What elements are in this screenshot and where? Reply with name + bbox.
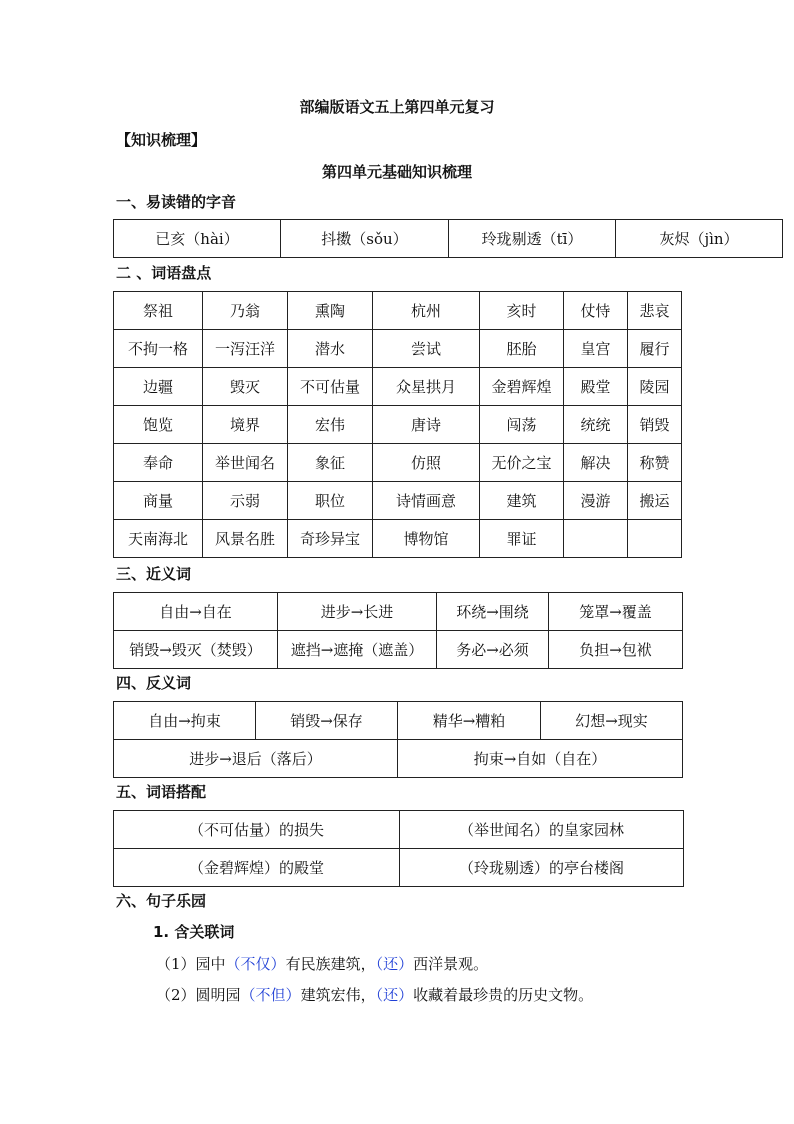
sentence-1: [156, 953, 488, 974]
vocab-cell: 熏陶: [288, 292, 373, 330]
vocab-cell: 不可估量: [288, 368, 373, 406]
synonym-cell: 进步→长进: [278, 593, 437, 631]
pronunciation-cell: 灰烬（jìn）: [616, 220, 783, 258]
vocab-cell: 亥时: [480, 292, 564, 330]
vocab-cell: 祭祖: [114, 292, 203, 330]
antonym-cell: 幻想→现实: [541, 702, 683, 740]
synonym-cell: 负担→包袱: [549, 631, 683, 669]
vocab-cell: 尝试: [373, 330, 480, 368]
vocab-cell: 职位: [288, 482, 373, 520]
antonym-table: [113, 701, 683, 778]
page-title: 部编版语文五上第四单元复习: [299, 98, 495, 116]
vocab-cell: 毁灭: [203, 368, 288, 406]
pronunciation-cell: 抖擞（sǒu）: [281, 220, 449, 258]
antonym-cell: 拘束→自如（自在）: [398, 740, 683, 778]
vocab-cell: 闯荡: [480, 406, 564, 444]
vocab-cell: 金碧辉煌: [480, 368, 564, 406]
vocab-cell: 天南海北: [114, 520, 203, 558]
page-subtitle: 第四单元基础知识梳理: [321, 163, 472, 181]
vocab-cell: [564, 520, 628, 558]
vocab-cell: 销毁: [628, 406, 682, 444]
sentence-text: （1）园中: [156, 955, 226, 973]
synonym-cell: 笼罩→覆盖: [549, 593, 683, 631]
vocab-cell: 殿堂: [564, 368, 628, 406]
answer-blank: （不但）: [240, 986, 301, 1004]
sentence-text: 建筑宏伟，: [300, 986, 376, 1004]
pronunciation-cell: 玲珑剔透（tī）: [449, 220, 616, 258]
subsection-conjunctions: 1. 含关联词: [153, 923, 235, 941]
sentence-text: 西洋景观。: [413, 955, 489, 973]
vocab-cell: 风景名胜: [203, 520, 288, 558]
antonym-cell: 进步→退后（落后）: [114, 740, 398, 778]
vocab-cell: 商量: [114, 482, 203, 520]
vocab-cell: 履行: [628, 330, 682, 368]
synonym-cell: 务必→必须: [437, 631, 549, 669]
vocab-cell: 搬运: [628, 482, 682, 520]
synonym-cell: 环绕→围绕: [437, 593, 549, 631]
section-3-heading: 三、近义词: [116, 565, 192, 583]
vocab-cell: [628, 520, 682, 558]
vocab-cell: 境界: [203, 406, 288, 444]
vocab-cell: 唐诗: [373, 406, 480, 444]
section-2-heading: 二 、词语盘点: [116, 264, 212, 282]
synonym-cell: 自由→自在: [114, 593, 278, 631]
collocation-cell: （不可估量）的损失: [114, 811, 400, 849]
collocation-cell: （举世闻名）的皇家园林: [400, 811, 684, 849]
section-6-heading: 六、句子乐园: [116, 892, 207, 910]
synonym-cell: 遮挡→遮掩（遮盖）: [278, 631, 437, 669]
vocab-cell: 潜水: [288, 330, 373, 368]
synonym-cell: 销毁→毁灭（焚毁）: [114, 631, 278, 669]
vocab-cell: 博物馆: [373, 520, 480, 558]
vocab-cell: 奇珍异宝: [288, 520, 373, 558]
vocab-cell: 饱览: [114, 406, 203, 444]
collocation-cell: （玲珑剔透）的亭台楼阁: [400, 849, 684, 887]
vocab-cell: 建筑: [480, 482, 564, 520]
collocation-cell: （金碧辉煌）的殿堂: [114, 849, 400, 887]
sentence-text: 有民族建筑，: [285, 955, 376, 973]
section-tag: 【知识梳理】: [116, 131, 207, 149]
vocab-cell: 示弱: [203, 482, 288, 520]
vocab-cell: 杭州: [373, 292, 480, 330]
antonym-cell: 精华→糟粕: [398, 702, 541, 740]
sentence-text: （2）圆明园: [156, 986, 241, 1004]
pronunciation-cell: 已亥（hài）: [114, 220, 281, 258]
vocab-cell: 乃翁: [203, 292, 288, 330]
collocation-table: [113, 810, 684, 887]
vocab-cell: 称赞: [628, 444, 682, 482]
sentence-text: 收藏着最珍贵的历史文物。: [413, 986, 594, 1004]
vocab-cell: 皇宫: [564, 330, 628, 368]
vocab-cell: 奉命: [114, 444, 203, 482]
vocab-cell: 仗恃: [564, 292, 628, 330]
vocab-cell: 不拘一格: [114, 330, 203, 368]
vocab-cell: 胚胎: [480, 330, 564, 368]
pronunciation-table: [113, 219, 783, 258]
section-5-heading: 五、词语搭配: [116, 783, 207, 801]
vocab-cell: 边疆: [114, 368, 203, 406]
vocab-cell: 仿照: [373, 444, 480, 482]
vocab-cell: 漫游: [564, 482, 628, 520]
vocab-cell: 诗情画意: [373, 482, 480, 520]
answer-blank: （还）: [375, 986, 414, 1004]
section-1-heading: 一、易读错的字音: [116, 193, 237, 211]
answer-blank: （不仅）: [225, 955, 286, 973]
vocab-cell: 统统: [564, 406, 628, 444]
vocab-cell: 悲哀: [628, 292, 682, 330]
vocab-cell: 众星拱月: [373, 368, 480, 406]
antonym-cell: 销毁→保存: [256, 702, 398, 740]
synonym-table: [113, 592, 683, 669]
vocab-cell: 举世闻名: [203, 444, 288, 482]
sentence-2: [156, 984, 593, 1005]
vocab-cell: 解决: [564, 444, 628, 482]
section-4-heading: 四、反义词: [116, 674, 192, 692]
vocab-cell: 陵园: [628, 368, 682, 406]
vocab-cell: 宏伟: [288, 406, 373, 444]
vocab-cell: 一泻汪洋: [203, 330, 288, 368]
answer-blank: （还）: [375, 955, 414, 973]
antonym-cell: 自由→拘束: [114, 702, 256, 740]
vocab-cell: 罪证: [480, 520, 564, 558]
vocab-cell: 象征: [288, 444, 373, 482]
vocab-cell: 无价之宝: [480, 444, 564, 482]
vocabulary-table: [113, 291, 682, 558]
